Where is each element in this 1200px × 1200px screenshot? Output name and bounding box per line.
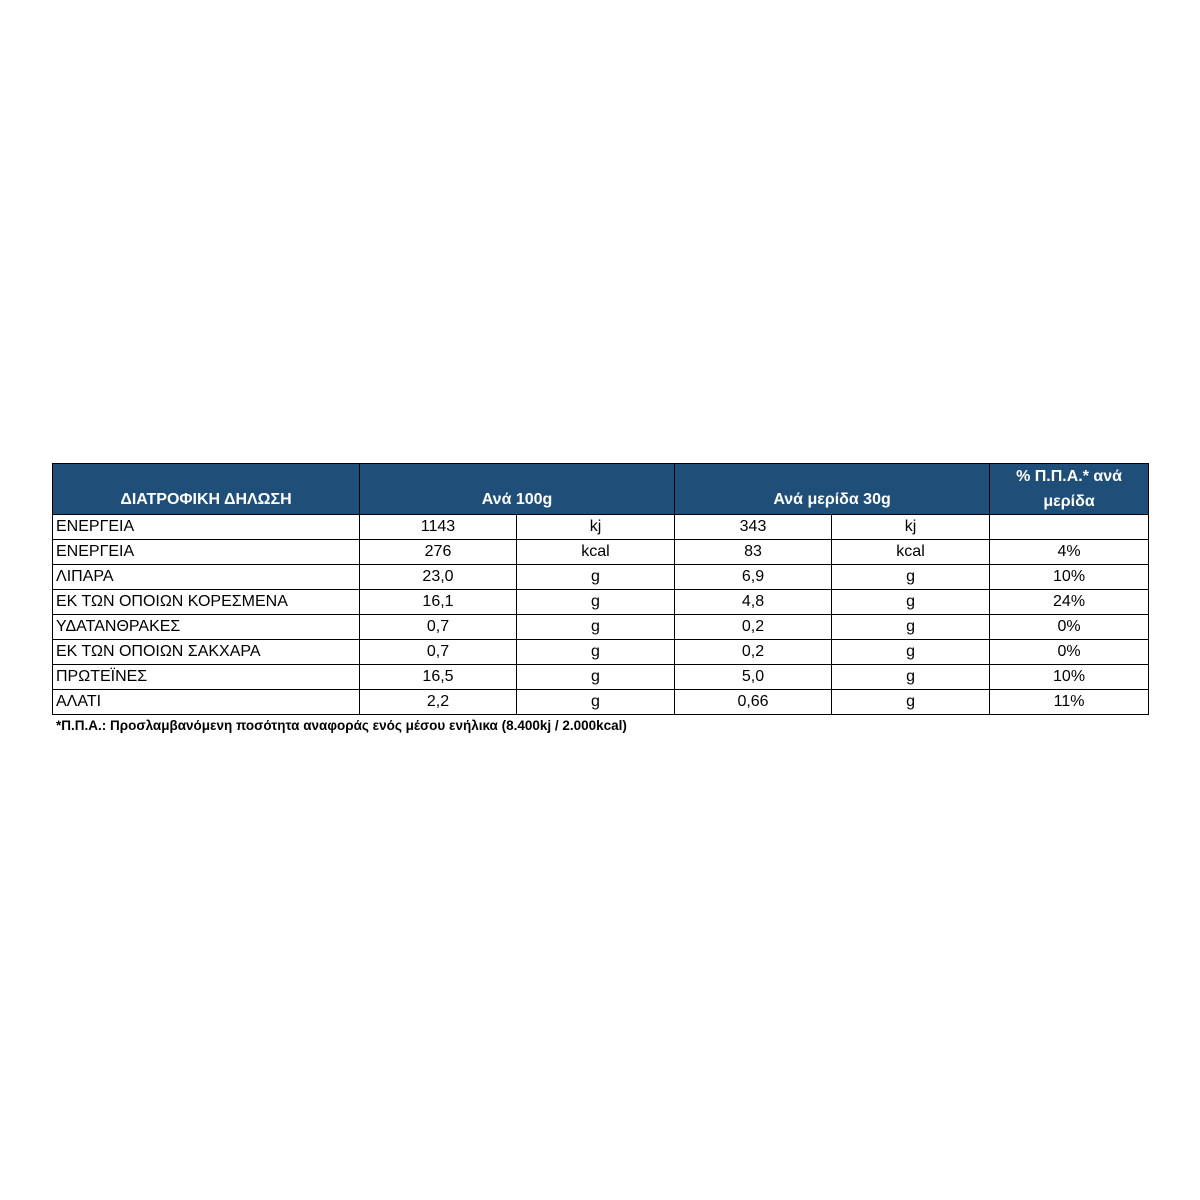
header-per-serving: Ανά μερίδα 30g — [675, 464, 990, 515]
unit-per-serving: g — [832, 590, 990, 615]
value-per-serving: 5,0 — [675, 665, 832, 690]
footnote: *Π.Π.Α.: Προσλαμβανόμενη ποσότητα αναφοράς ενός μέσου ενήλικα (8.400kj / 2.000kcal) — [56, 718, 627, 733]
reference-intake-percent: 0% — [990, 615, 1149, 640]
reference-intake-percent — [990, 515, 1149, 540]
table-row — [53, 515, 1149, 540]
header-row — [53, 464, 1149, 515]
table-row — [53, 540, 1149, 565]
nutrition-panel — [52, 463, 1148, 733]
table-row — [53, 690, 1149, 715]
value-per-serving: 0,66 — [675, 690, 832, 715]
value-per-100g: 1143 — [360, 515, 517, 540]
unit-per-serving: kj — [832, 515, 990, 540]
value-per-serving: 343 — [675, 515, 832, 540]
table-row — [53, 640, 1149, 665]
nutrient-name: ΠΡΩΤΕΪΝΕΣ — [53, 665, 360, 690]
unit-per-100g: g — [517, 690, 675, 715]
reference-intake-percent: 10% — [990, 565, 1149, 590]
value-per-serving: 6,9 — [675, 565, 832, 590]
value-per-100g: 276 — [360, 540, 517, 565]
value-per-serving: 83 — [675, 540, 832, 565]
nutrition-table — [52, 463, 1149, 715]
reference-intake-percent: 4% — [990, 540, 1149, 565]
nutrient-name: ΕΚ ΤΩΝ ΟΠΟΙΩΝ ΣΑΚΧΑΡΑ — [53, 640, 360, 665]
unit-per-100g: kcal — [517, 540, 675, 565]
unit-per-serving: g — [832, 665, 990, 690]
value-per-serving: 0,2 — [675, 640, 832, 665]
reference-intake-percent: 10% — [990, 665, 1149, 690]
nutrient-name: ΕΝΕΡΓΕΙΑ — [53, 540, 360, 565]
value-per-100g: 0,7 — [360, 615, 517, 640]
reference-intake-percent: 0% — [990, 640, 1149, 665]
unit-per-100g: g — [517, 590, 675, 615]
unit-per-serving: g — [832, 690, 990, 715]
reference-intake-percent: 11% — [990, 690, 1149, 715]
nutrient-name: ΥΔΑΤΑΝΘΡΑΚΕΣ — [53, 615, 360, 640]
unit-per-serving: g — [832, 615, 990, 640]
unit-per-100g: g — [517, 665, 675, 690]
header-per-100g: Ανά 100g — [360, 464, 675, 515]
nutrient-name: ΕΚ ΤΩΝ ΟΠΟΙΩΝ ΚΟΡΕΣΜΕΝΑ — [53, 590, 360, 615]
value-per-100g: 0,7 — [360, 640, 517, 665]
value-per-100g: 23,0 — [360, 565, 517, 590]
header-reference-intake-line2: μερίδα — [1043, 493, 1095, 510]
table-row — [53, 565, 1149, 590]
unit-per-100g: g — [517, 640, 675, 665]
unit-per-serving: g — [832, 565, 990, 590]
reference-intake-percent: 24% — [990, 590, 1149, 615]
value-per-100g: 16,5 — [360, 665, 517, 690]
unit-per-serving: kcal — [832, 540, 990, 565]
header-reference-intake-line1: % Π.Π.Α.* ανά — [1016, 468, 1122, 485]
value-per-serving: 4,8 — [675, 590, 832, 615]
table-row — [53, 615, 1149, 640]
header-reference-intake — [990, 464, 1149, 515]
nutrient-name: ΛΙΠΑΡΑ — [53, 565, 360, 590]
unit-per-100g: g — [517, 615, 675, 640]
nutrient-name: ΕΝΕΡΓΕΙΑ — [53, 515, 360, 540]
unit-per-serving: g — [832, 640, 990, 665]
header-nutrition-declaration: ΔΙΑΤΡΟΦΙΚΗ ΔΗΛΩΣΗ — [53, 464, 360, 515]
unit-per-100g: kj — [517, 515, 675, 540]
value-per-100g: 16,1 — [360, 590, 517, 615]
table-row — [53, 665, 1149, 690]
table-row — [53, 590, 1149, 615]
nutrient-name: ΑΛΑΤΙ — [53, 690, 360, 715]
unit-per-100g: g — [517, 565, 675, 590]
value-per-serving: 0,2 — [675, 615, 832, 640]
value-per-100g: 2,2 — [360, 690, 517, 715]
